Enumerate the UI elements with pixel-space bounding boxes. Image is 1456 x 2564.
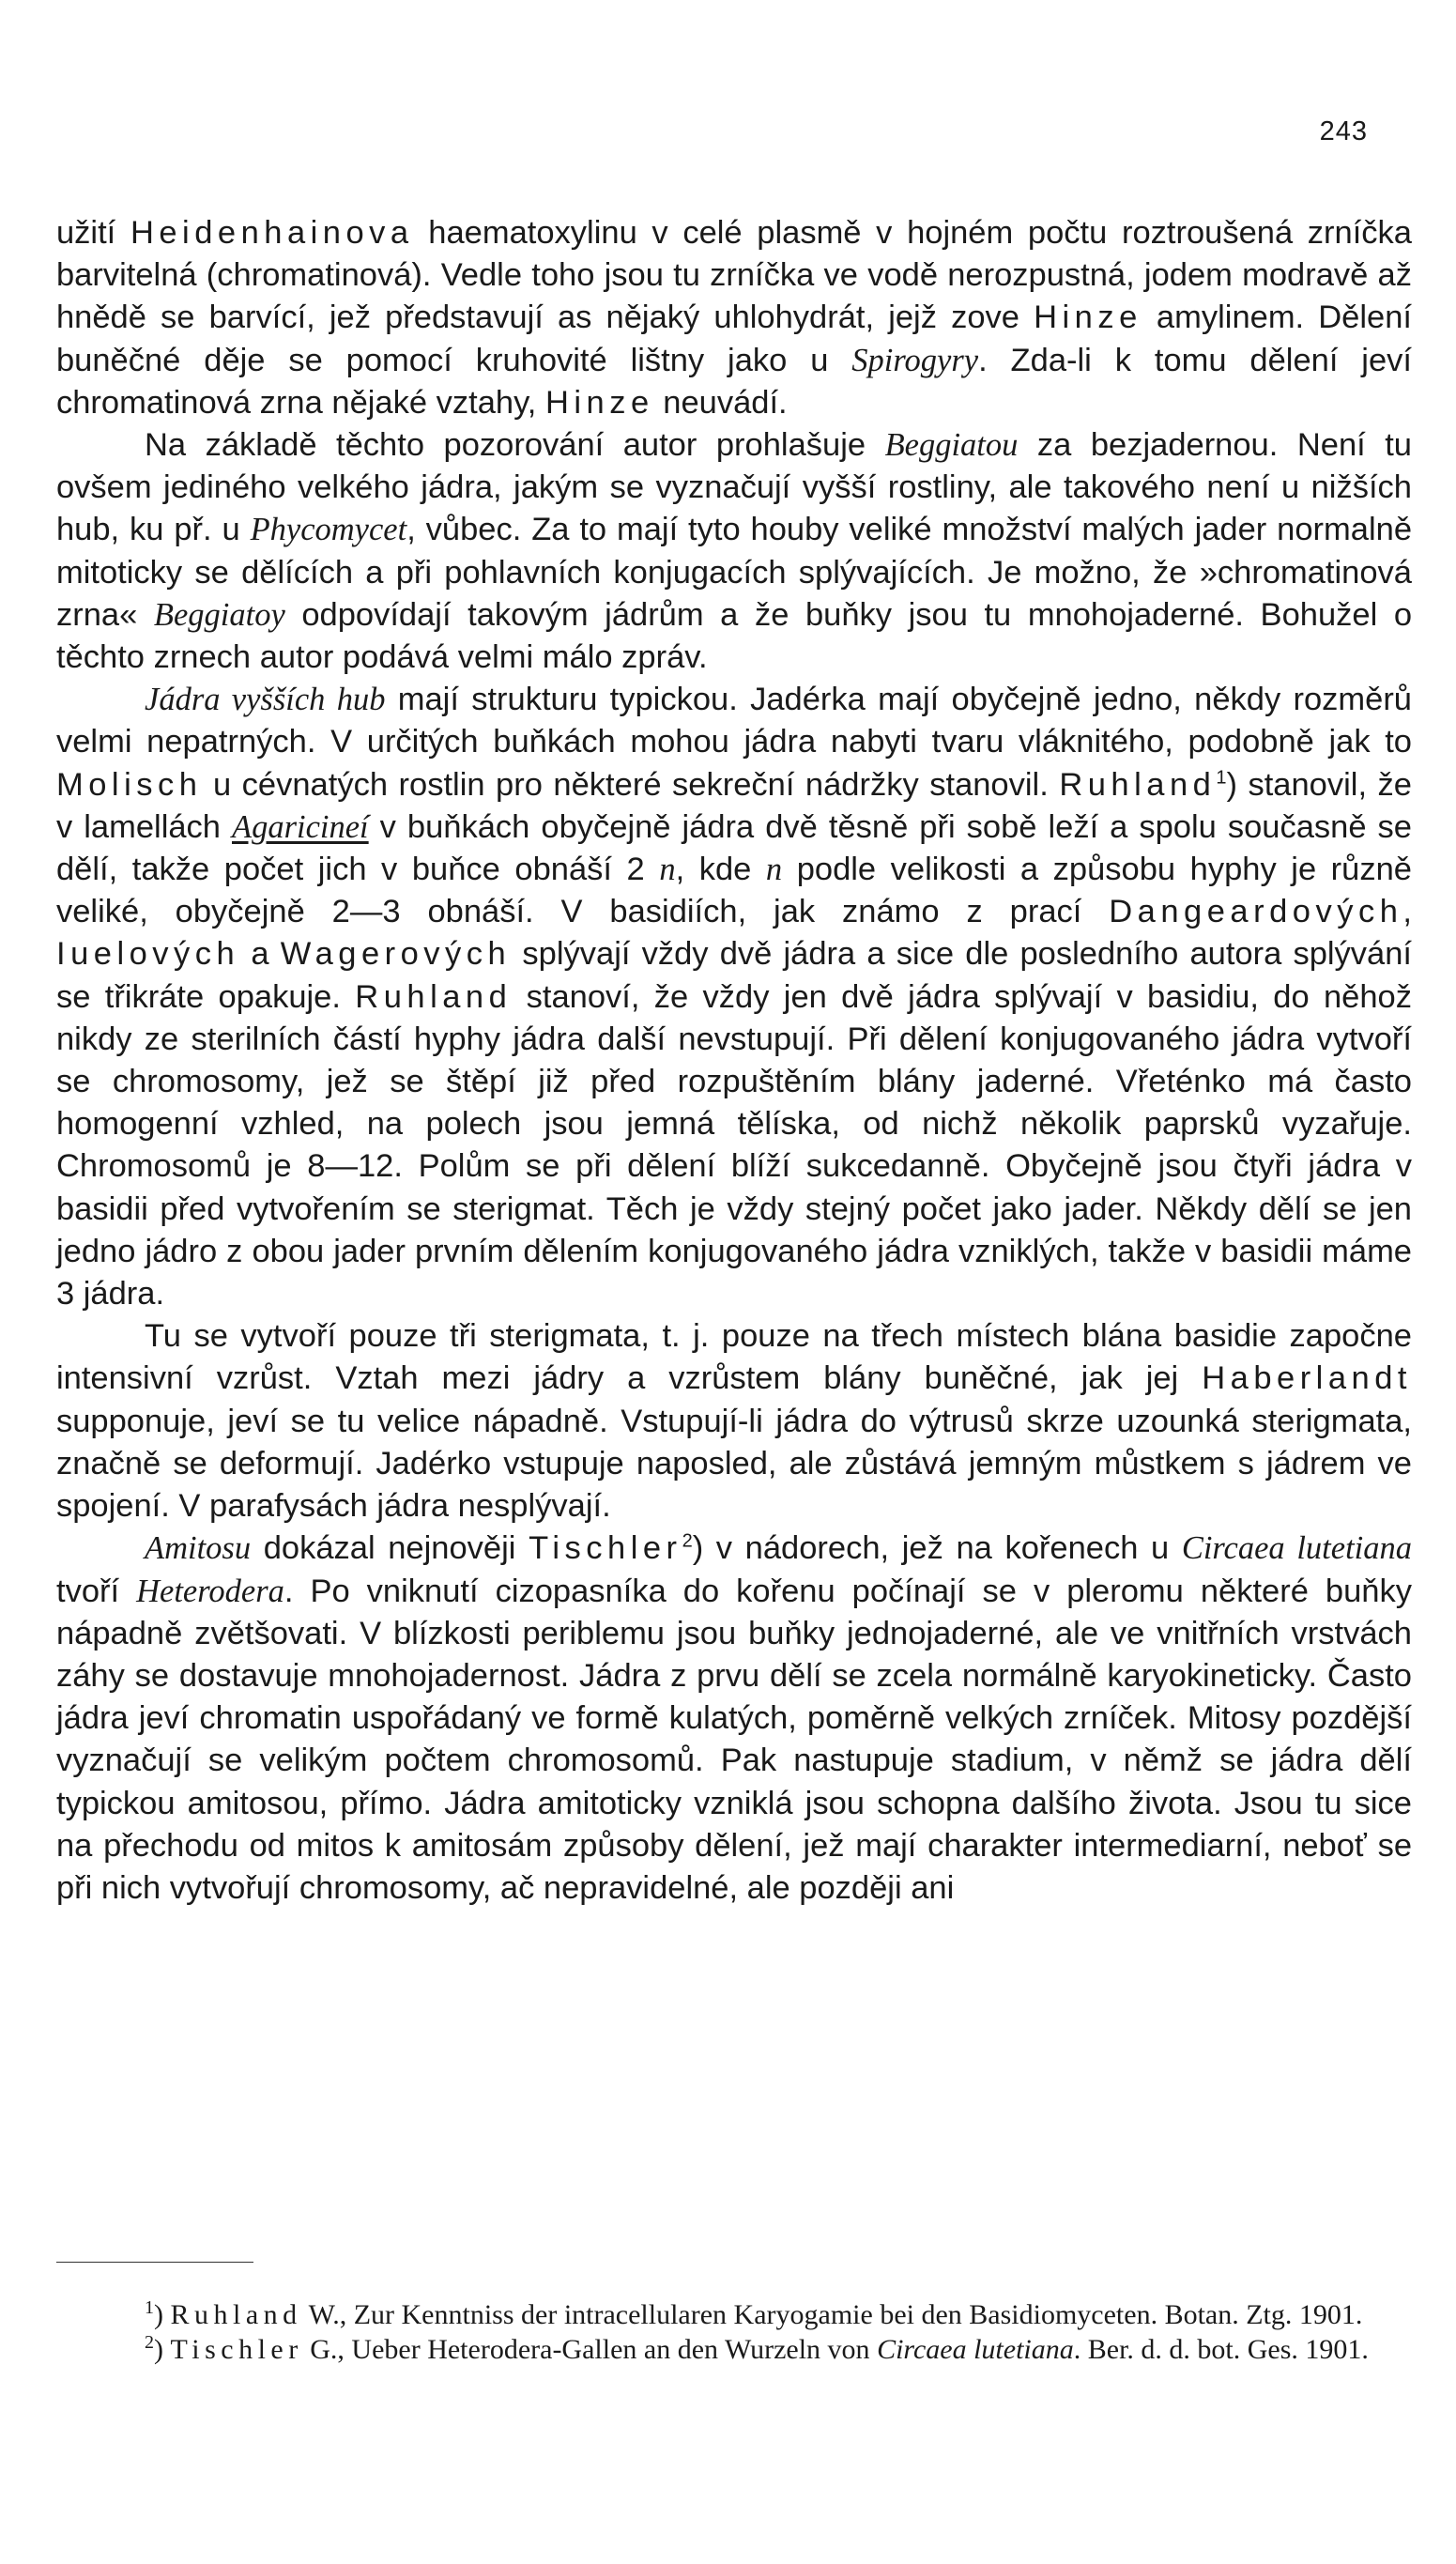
text-run: . Zda-li k tomu dělení jeví chromatinová zrna nějaké vztahy, bbox=[56, 342, 1412, 421]
author-name: Tischler bbox=[529, 1530, 682, 1567]
paragraph bbox=[56, 424, 1412, 679]
italic-term: Beggiatoy bbox=[153, 596, 285, 633]
italic-term: Agaricineí bbox=[232, 808, 369, 845]
text-run: . Po vniknutí cizopasníka do kořenu počínají se v pleromu některé buňky nápadně zvětšovati. V blízkosti periblemu jsou buňky jednojaderné, ale ve vnitřních vrstvách záhy se dostavuje mnohojadernost. Jádra z prvu dělí se zcela normálně karyokineticky. Často jádra jeví chromatin uspořádaný ve formě kulatých, poměrně velkých zrníček. Mitosy pozdější vyznačují se velikým počtem chromosomů. Pak nastupuje stadium, v němž se jádra dělí typickou amitosou, přímo. Jádra amitoticky vzniklá jsou schopna dalšího života. Jsou tu sice na přechodu od mitos k amitosám způsoby dělení, jež mají charakter intermediarní, neboť se při nich vytvořují chromosomy, ač nepravidelné, ale později ani bbox=[56, 1573, 1412, 1906]
italic-term: Circaea lutetiana bbox=[1181, 1530, 1412, 1567]
text-run: u cévnatých rostlin pro některé sekreční nádržky stanovil. bbox=[202, 766, 1060, 803]
author-name: Hinze bbox=[1034, 299, 1142, 336]
author-name: Wagerových bbox=[280, 936, 512, 973]
italic-term: Circaea lutetiana bbox=[877, 2334, 1074, 2365]
text-run: odpovídají takovým jádrům a že buňky jsou tu mnohojaderné. Bohužel o těchto zrnech autor podává velmi málo zpráv. bbox=[56, 596, 1413, 676]
text-run: , bbox=[1402, 894, 1412, 930]
footnote bbox=[56, 2297, 1412, 2332]
author-name: Ruhland bbox=[1059, 766, 1217, 803]
text-run: Na základě těchto pozorování autor prohlašuje bbox=[145, 427, 885, 464]
page-number: 243 bbox=[1319, 116, 1368, 146]
text-run: amylinem. Dělení buněčné děje se pomocí kruhovité lištny jako u bbox=[56, 299, 1412, 378]
text-run: stanoví, že vždy jen dvě jádra splývají v basidiu, do něhož nikdy ze sterilních částí hyphy jádra další nevstupují. Při dělení konjugovaného jádra vytvoří se chromosomy, jež se štěpí již před rozpuštěním blány jaderné. Vřeténko má často homogenní vzhled, na polech jsou jemná tělíska, od nichž několik paprsků vyzařuje. Chromosomů je 8—12. Polům se při dělení blíží sukcedanně. Obyčejně jsou čtyři jádra v basidii před vytvořením se sterigmat. Těch je vždy stejný počet jako jader. Někdy dělí se jen jedno jádro z obou jader prvním dělením konjugovaného jádra vzniklých, takže v basidii máme 3 jádra. bbox=[56, 978, 1412, 1313]
footnote-divider bbox=[56, 2262, 253, 2263]
text-run: ) v nádorech, jež na kořenech u bbox=[692, 1530, 1182, 1567]
text-run: , kde bbox=[675, 852, 766, 888]
italic-term: n bbox=[659, 852, 676, 888]
italic-term: Phycomycet bbox=[250, 512, 407, 548]
footnote-marker: 2 bbox=[145, 2332, 154, 2353]
text-run: supponuje, jeví se tu velice nápadně. Vstupují-li jádra do výtrusů skrze uzounká sterigmata, značně se deformují. Jadérko vstupuje naposled, ale zůstává jemným můstkem s jádrem ve spojení. V parafysách jádra nesplývají. bbox=[56, 1403, 1412, 1525]
footnote bbox=[56, 2332, 1412, 2367]
body-text bbox=[56, 212, 1412, 1910]
author-name: Iuelových bbox=[56, 936, 240, 973]
author-name: Tischler bbox=[170, 2334, 303, 2365]
text-run: podle velikosti a způsobu hyphy je různě veliké, obyčejně 2—3 obnáší. V basidiích, jak známo z prací bbox=[56, 852, 1412, 930]
text-run: Tu se vytvoří pouze tři sterigmata, t. j. pouze na třech místech blána basidie započne intensivní vzrůst. Vztah mezi jádry a vzrůstem blány buněčné, jak jej bbox=[56, 1318, 1412, 1397]
text-run: haematoxylinu v celé plasmě v hojném počtu roztroušená zrníčka barvitelná (chromatinová). Vedle toho jsou tu zrníčka ve vodě nerozpustná, jodem modravě až hnědě se barvící, jež představují as nějaký uhlohydrát, jejž zove bbox=[56, 215, 1412, 336]
paragraph bbox=[56, 1315, 1412, 1528]
text-run: . Ber. d. d. bot. Ges. 1901. bbox=[1073, 2334, 1369, 2365]
text-run: a bbox=[239, 936, 281, 973]
text-run: , vůbec. Za to mají tyto houby veliké množství malých jader normalně mitoticky se dělících a při pohlavních konjugacích splývajících. Je možno, že »chromatinová zrna« bbox=[56, 512, 1413, 633]
italic-term: Spirogyry bbox=[851, 342, 979, 378]
footnote-marker: 1 bbox=[1216, 767, 1227, 789]
text-run: v buňkách obyčejně jádra dvě těsně při sobě leží a spolu současně se dělí, takže počet jich v buňce obnáší 2 bbox=[56, 808, 1412, 888]
author-name: Heidenhainova bbox=[130, 215, 414, 251]
italic-term: n bbox=[765, 852, 783, 888]
text-run: splývají vždy dvě jádra a sice dle posledního autora splývání se třikráte opakuje. bbox=[56, 936, 1412, 1015]
author-name: Haberlandt bbox=[1202, 1360, 1412, 1397]
footnote-marker: 1 bbox=[145, 2297, 154, 2318]
text-run: ) stanovil, že v lamellách bbox=[56, 766, 1412, 845]
author-name: Hinze bbox=[544, 384, 654, 421]
italic-term: Amitosu bbox=[145, 1530, 252, 1567]
footnotes bbox=[56, 2297, 1412, 2367]
italic-term: Beggiatou bbox=[884, 427, 1019, 464]
text-run: tvoří bbox=[56, 1573, 137, 1609]
author-name: Molisch bbox=[56, 766, 203, 803]
paragraph bbox=[56, 679, 1412, 1315]
text-run: ) bbox=[154, 2299, 171, 2330]
italic-term: Heterodera bbox=[136, 1573, 284, 1609]
paragraph bbox=[56, 1528, 1412, 1910]
text-run: W., Zur Kenntniss der intracellularen Karyogamie bei den Basidiomyceten. Botan. Ztg. 1901. bbox=[301, 2299, 1363, 2330]
author-name: Ruhland bbox=[355, 978, 513, 1015]
text-run: užití bbox=[56, 215, 130, 251]
text-run: G., Ueber Heterodera-Gallen an den Wurzeln von bbox=[302, 2334, 878, 2365]
paragraph bbox=[56, 212, 1412, 424]
author-name: Dangeardových bbox=[1109, 894, 1403, 930]
author-name: Ruhland bbox=[170, 2299, 302, 2330]
text-run: za bezjadernou. Není tu ovšem jediného velkého jádra, jakým se vyznačují vyšší rostliny, ale takového není u nižších hub, ku př. u bbox=[56, 427, 1412, 548]
text-run: neuvádí. bbox=[653, 384, 788, 421]
footnote-marker: 2 bbox=[682, 1530, 693, 1552]
italic-term: Jádra vyšších hub bbox=[145, 682, 386, 718]
text-run: mají strukturu typickou. Jadérka mají obyčejně jedno, někdy rozměrů velmi nepatrných. V určitých buňkách mohou jádra nabyti tvaru vláknitého, podobně jak to bbox=[56, 682, 1412, 760]
text-run: dokázal nejnověji bbox=[251, 1530, 529, 1567]
text-run: ) bbox=[154, 2334, 171, 2365]
